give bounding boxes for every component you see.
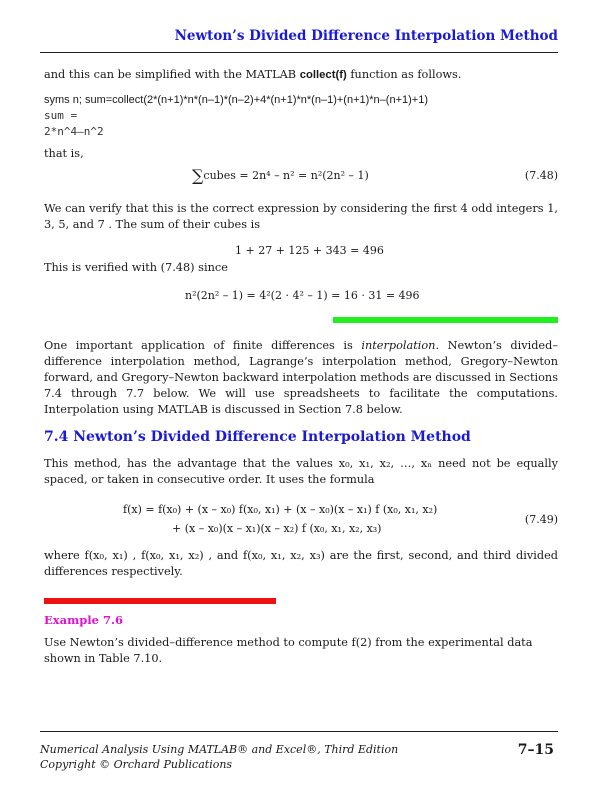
verify-equation: n²(2n² – 1) = 4²(2 · 4² – 1) = 16 · 31 = 496 bbox=[185, 289, 420, 302]
collect-command: collect(f) bbox=[299, 69, 347, 81]
matlab-output-value: 2*n^4–n^2 bbox=[44, 125, 104, 138]
example-7-6-text: Use Newton’s divided–difference method to compute f(2) from the experimental data shown in Table 7.10. bbox=[44, 636, 533, 665]
method-paragraph: This method, has the advantage that the values x₀, x₁, x₂, …, xₙ need not be equally spaced, or taken in consecutive order. It uses the formula bbox=[44, 457, 558, 486]
footer-book-title: Numerical Analysis Using MATLAB® and Excel®, Third Edition bbox=[40, 743, 399, 756]
cube-sum-equation: 1 + 27 + 125 + 343 = 496 bbox=[235, 244, 384, 257]
page-number: 7–15 bbox=[517, 742, 554, 758]
red-highlight-bar bbox=[44, 598, 276, 604]
matlab-command: syms n; sum=collect(2*(n+1)*n*(n–1)*(n–2)+4*(n+1)*n*(n–1)+(n+1)*n–(n+1)+1) bbox=[44, 94, 428, 106]
matlab-output-label: sum = bbox=[44, 109, 78, 122]
interp-text-before: One important application of finite differences is bbox=[44, 339, 362, 352]
equation-7-49-line1: f(x) = f(x₀) + (x – x₀) f(x₀, x₁) + (x – x₀)(x – x₁) f (x₀, x₁, x₂) bbox=[123, 503, 438, 516]
running-header-title: Newton’s Divided Difference Interpolation Method bbox=[174, 28, 558, 44]
equation-number-7-49: (7.49) bbox=[524, 513, 558, 526]
interp-text-after: . Newton’s divided–difference interpolation method, Lagrange’s interpolation method, Gregory–Newton forward, and Gregory–Newton backward interpolation methods are discussed in Sections 7.4 through 7.7 below. We will use spreadsheets to facilitate the computations. Interpolation using MATLAB is discussed in Section 7.8 below. bbox=[44, 339, 559, 416]
where-paragraph: where f(x₀, x₁) , f(x₀, x₁, x₂) , and f(x₀, x₁, x₂, x₃) are the first, second, and third divided differences respectively. bbox=[44, 549, 558, 578]
that-is-text: that is, bbox=[44, 147, 84, 160]
section-7-4-heading: 7.4 Newton’s Divided Difference Interpolation Method bbox=[44, 429, 471, 445]
interpolation-paragraph bbox=[44, 338, 558, 418]
footer-copyright: Copyright © Orchard Publications bbox=[40, 758, 233, 771]
footer-citation bbox=[40, 742, 398, 772]
green-highlight-bar bbox=[333, 317, 558, 323]
verified-text: This is verified with (7.48) since bbox=[44, 261, 228, 274]
intro-paragraph bbox=[44, 67, 558, 83]
header-rule bbox=[40, 52, 558, 53]
intro-text-after: function as follows. bbox=[346, 68, 462, 81]
equation-7-48 bbox=[192, 166, 369, 185]
interpolation-term: interpolation bbox=[361, 339, 436, 352]
example-7-6-title: Example 7.6 bbox=[44, 613, 123, 627]
verify-paragraph: We can verify that this is the correct expression by considering the first 4 odd integers 1, 3, 5, and 7 . The sum of their cubes is bbox=[44, 202, 558, 231]
equation-7-49-line2: + (x – x₀)(x – x₁)(x – x₂) f (x₀, x₁, x₂, x₃) bbox=[172, 522, 382, 535]
intro-text-before: and this can be simplified with the MATLAB bbox=[44, 68, 300, 81]
equation-7-48-rhs: cubes = 2n⁴ – n² = n²(2n² – 1) bbox=[203, 169, 369, 182]
equation-number-7-48: (7.48) bbox=[524, 169, 558, 182]
footer-rule bbox=[40, 731, 558, 732]
summation-symbol: ∑ bbox=[192, 166, 204, 185]
